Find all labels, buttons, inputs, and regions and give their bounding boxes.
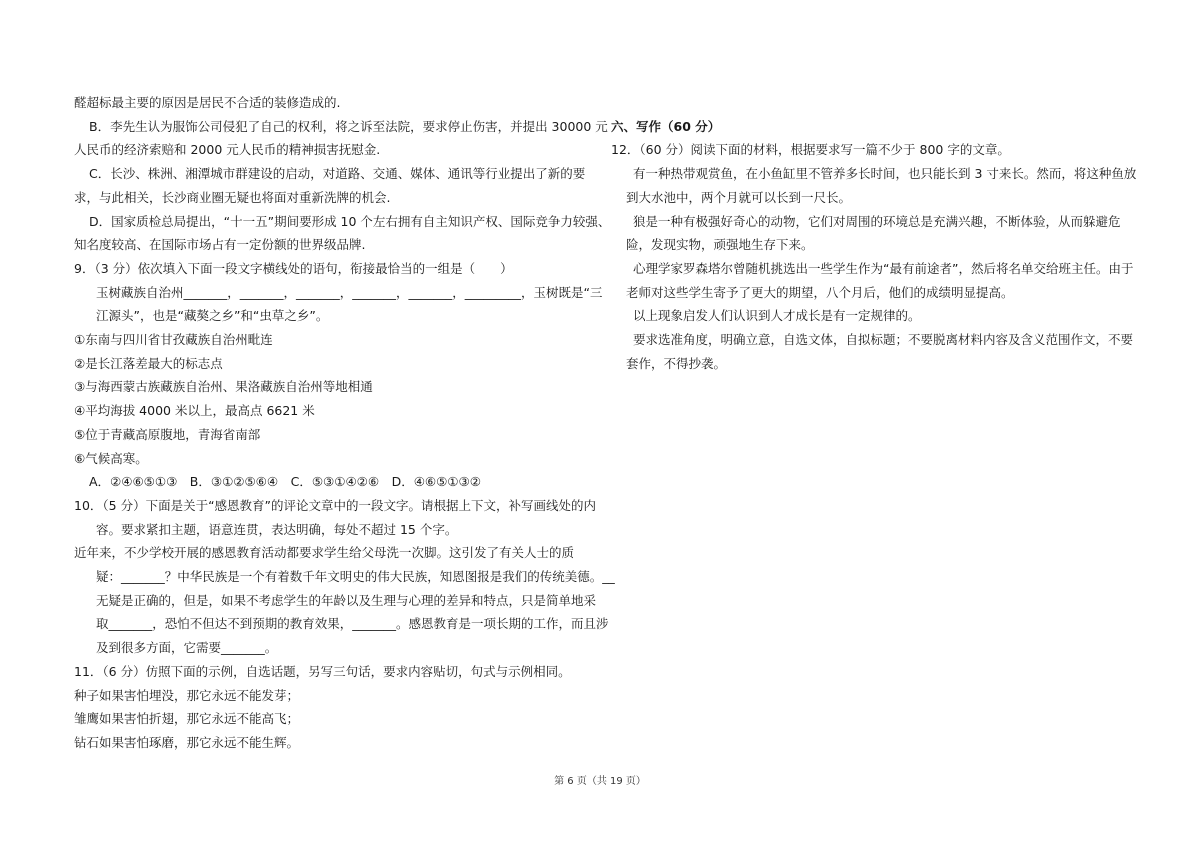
section-title-writing: 六、写作（60 分）: [611, 118, 721, 134]
question-12-stem: 12．（60 分）阅读下面的材料，根据要求写一篇不少于 800 字的文章。: [611, 142, 1010, 158]
question-10-passage: 疑：_______？中华民族是一个有着数千年文明史的伟大民族，知恩图报是我们的传统美德。__: [96, 569, 615, 585]
question-10-passage: 无疑是正确的，但是，如果不考虑学生的年龄以及生理与心理的差异和特点，只是简单地采: [96, 592, 597, 608]
q9-item-3: ③与海西蒙古族藏族自治州、果洛藏族自治州等地相通: [74, 379, 373, 395]
material-paragraph: 有一种热带观赏鱼，在小鱼缸里不管养多长时间，也只能长到 3 寸来长。然而，将这种鱼放: [633, 166, 1137, 182]
option-b-line: B．李先生认为服饰公司侵犯了自己的权利，将之诉至法院，要求停止伤害，并提出 30000 元: [89, 118, 608, 134]
question-9-passage: 江源头”，也是“藏獒之乡”和“虫草之乡”。: [96, 308, 329, 324]
q9-item-2: ②是长江落差最大的标志点: [74, 355, 223, 371]
question-10-passage: 及到很多方面，它需要_______。: [96, 640, 278, 656]
requirements-paragraph: 套作，不得抄袭。: [626, 355, 727, 371]
question-10-stem: 容。要求紧扣主题，语意连贯，表达明确，每处不超过 15 个字。: [96, 521, 458, 537]
option-c-line: C．长沙、株洲、湘潭城市群建设的启动，对道路、交通、媒体、通讯等行业提出了新的要: [89, 166, 586, 182]
page-number: 第 6 页（共 19 页）: [554, 776, 646, 787]
question-11-stem: 11．（6 分）仿照下面的示例，自选话题，另写三句话，要求内容贴切，句式与示例相同。: [74, 663, 571, 679]
question-10-passage: 取_______，恐怕不但达不到预期的教育效果，_______。感恩教育是一项长期的工作，而且涉: [96, 616, 609, 632]
material-paragraph: 到大水池中，两个月就可以长到一尺长。: [626, 189, 852, 205]
q11-example: 雏鹰如果害怕折翅，那它永远不能高飞；: [74, 711, 300, 727]
left-column: [74, 91, 615, 755]
q11-example: 种子如果害怕埋没，那它永远不能发芽；: [74, 687, 300, 703]
text-line: 醛超标最主要的原因是居民不合适的装修造成的.: [74, 95, 341, 110]
material-paragraph: 险，发现实物，顽强地生存下来。: [626, 237, 814, 253]
text-line: 知名度较高、在国际市场占有一定份额的世界级品牌.: [74, 237, 366, 253]
q9-item-6: ⑥气候高寒。: [74, 450, 148, 466]
option-d-line: D．国家质检总局提出，“十一五”期间要形成 10 个左右拥有自主知识产权、国际竞争力较强、: [89, 213, 611, 229]
requirements-paragraph: 要求选准角度，明确立意，自选文体，自拟标题；不要脱离材料内容及含义范围作文，不要: [633, 332, 1134, 348]
q9-item-5: ⑤位于青藏高原腹地，青海省南部: [74, 426, 261, 442]
q9-item-4: ④平均海拔 4000 米以上，最高点 6621 米: [74, 403, 315, 419]
q9-choices: A．②④⑥⑤①③ B．③①②⑤⑥④ C．⑤③①④②⑥ D．④⑥⑤①③②: [89, 474, 481, 490]
question-10-passage: 近年来，不少学校开展的感恩教育活动都要求学生给父母洗一次脚。这引发了有关人士的质: [74, 545, 575, 561]
material-paragraph: 心理学家罗森塔尔曾随机挑选出一些学生作为“最有前途者”，然后将名单交给班主任。由于: [633, 260, 1134, 276]
material-paragraph: 以上现象启发人们认识到人才成长是有一定规律的。: [633, 308, 921, 324]
right-column: [611, 91, 1137, 375]
question-9-stem: 9．（3 分）依次填入下面一段文字横线处的语句，衔接最恰当的一组是（ ）: [74, 260, 513, 276]
material-paragraph: 老师对这些学生寄予了更大的期望，八个月后，他们的成绩明显提高。: [626, 284, 1014, 300]
q11-example: 钻石如果害怕琢磨，那它永远不能生辉。: [74, 734, 300, 750]
material-paragraph: 狼是一种有极强好奇心的动物，它们对周围的环境总是充满兴趣，不断体验，从而躲避危: [633, 213, 1121, 229]
q9-item-1: ①东南与四川省甘孜藏族自治州毗连: [74, 332, 273, 348]
text-line: 人民币的经济索赔和 2000 元人民币的精神损害抚慰金.: [74, 142, 381, 158]
question-10-stem: 10．（5 分）下面是关于“感恩教育”的评论文章中的一段文字。请根据上下文，补写画线处的内: [74, 497, 597, 513]
question-9-passage: 玉树藏族自治州_______，_______，_______，_______，_______，_________，玉树既是“三: [96, 284, 603, 300]
text-line: 求，与此相关，长沙商业圈无疑也将面对重新洗牌的机会.: [74, 189, 391, 205]
